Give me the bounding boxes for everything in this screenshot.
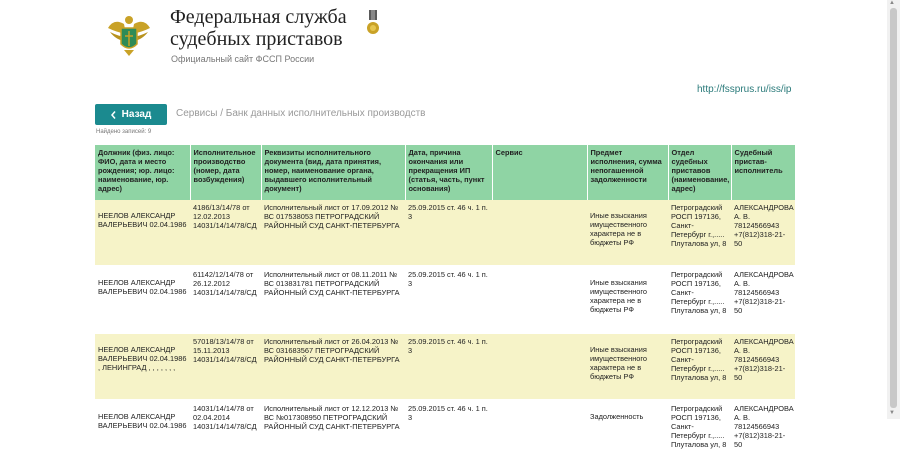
cell-proceeding: 57018/13/14/78 от 15.11.2013 14031/14/14/78/СД bbox=[190, 333, 261, 400]
records-found-count: Найдено записей: 9 bbox=[96, 129, 152, 135]
cell-service bbox=[492, 200, 587, 266]
col-header-subject: Предмет исполнения, сумма непогашенной задолженности bbox=[587, 145, 668, 200]
cell-department: Петроградский РОСП 197136, Санкт-Петербург г.,..... Плуталова ул, 8 bbox=[668, 200, 731, 266]
cell-department: Петроградский РОСП 197136, Санкт-Петербург г.,..... Плуталова ул, 8 bbox=[668, 400, 731, 467]
scroll-down-arrow-icon[interactable]: ▼ bbox=[889, 410, 895, 416]
page-title bbox=[170, 6, 370, 50]
cell-document: Исполнительный лист от 08.11.2011 № ВС 013831781 ПЕТРОГРАДСКИЙ РАЙОННЫЙ СУД САНКТ-ПЕТЕРБУРГА bbox=[261, 266, 405, 333]
table-row bbox=[95, 333, 795, 400]
cell-end-reason: 25.09.2015 ст. 46 ч. 1 п. 3 bbox=[405, 200, 492, 266]
table-header-row bbox=[95, 145, 795, 200]
service-url-link[interactable]: http://fssprus.ru/iss/ip bbox=[697, 84, 792, 95]
breadcrumb-services[interactable]: Сервисы bbox=[176, 108, 218, 119]
site-subtitle: Официальный сайт ФССП России bbox=[171, 54, 315, 64]
scroll-up-arrow-icon[interactable]: ▲ bbox=[889, 0, 895, 6]
cell-subject: Задолженность bbox=[587, 400, 668, 467]
table-row bbox=[95, 266, 795, 333]
cell-bailiff: АЛЕКСАНДРОВА А. В. 78124566943 +7(812)318-21-50 bbox=[731, 400, 795, 467]
table-row bbox=[95, 200, 795, 266]
chevron-left-icon bbox=[111, 111, 116, 119]
col-header-bailiff: Судебный пристав-исполнитель bbox=[731, 145, 795, 200]
breadcrumb bbox=[176, 108, 425, 119]
cell-service bbox=[492, 400, 587, 467]
cell-end-reason: 25.09.2015 ст. 46 ч. 1 п. 3 bbox=[405, 333, 492, 400]
cell-service bbox=[492, 333, 587, 400]
cell-debtor: НЕЕЛОВ АЛЕКСАНДР ВАЛЕРЬЕВИЧ 02.04.1986 , ЛЕНИНГРАД , , , , , , , bbox=[95, 333, 190, 400]
cell-end-reason: 25.09.2015 ст. 46 ч. 1 п. 3 bbox=[405, 400, 492, 467]
cell-document: Исполнительный лист от 17.09.2012 № ВС 017538053 ПЕТРОГРАДСКИЙ РАЙОННЫЙ СУД САНКТ-ПЕТЕРБУРГА bbox=[261, 200, 405, 266]
scrollbar-thumb[interactable] bbox=[890, 8, 897, 408]
col-header-document: Реквизиты исполнительного документа (вид, дата принятия, номер, наименование органа, выдавшего исполнительный документ) bbox=[261, 145, 405, 200]
cell-subject: Иные взыскания имущественного характера не в бюджеты РФ bbox=[587, 333, 668, 400]
cell-document: Исполнительный лист от 26.04.2013 № ВС 031683567 ПЕТРОГРАДСКИЙ РАЙОННЫЙ СУД САНКТ-ПЕТЕРБУРГА bbox=[261, 333, 405, 400]
medal-icon bbox=[366, 10, 380, 38]
table-row bbox=[95, 400, 795, 467]
cell-subject: Иные взыскания имущественного характера не в бюджеты РФ bbox=[587, 266, 668, 333]
cell-proceeding: 14031/14/14/78 от 02.04.2014 14031/14/14/78/СД bbox=[190, 400, 261, 467]
back-button[interactable] bbox=[95, 104, 167, 125]
col-header-service: Сервис bbox=[492, 145, 587, 200]
cell-proceeding: 61142/12/14/78 от 26.12.2012 14031/14/14/78/СД bbox=[190, 266, 261, 333]
cell-debtor: НЕЕЛОВ АЛЕКСАНДР ВАЛЕРЬЕВИЧ 02.04.1986 bbox=[95, 266, 190, 333]
emblem-icon bbox=[104, 10, 154, 60]
col-header-debtor: Должник (физ. лицо: ФИО, дата и место рождения; юр. лицо: наименование, юр. адрес) bbox=[95, 145, 190, 200]
cell-document: Исполнительный лист от 12.12.2013 № ВС №017308950 ПЕТРОГРАДСКИЙ РАЙОННЫЙ СУД САНКТ-ПЕТЕРБУРГА bbox=[261, 400, 405, 467]
cell-department: Петроградский РОСП 197136, Санкт-Петербург г.,..... Плуталова ул, 8 bbox=[668, 266, 731, 333]
cell-proceeding: 4186/13/14/78 от 12.02.2013 14031/14/14/78/СД bbox=[190, 200, 261, 266]
title-line-2: судебных приставов bbox=[170, 28, 343, 50]
cell-department: Петроградский РОСП 197136, Санкт-Петербург г.,..... Плуталова ул, 8 bbox=[668, 333, 731, 400]
cell-service bbox=[492, 266, 587, 333]
cell-debtor: НЕЕЛОВ АЛЕКСАНДР ВАЛЕРЬЕВИЧ 02.04.1986 bbox=[95, 200, 190, 266]
cell-debtor: НЕЕЛОВ АЛЕКСАНДР ВАЛЕРЬЕВИЧ 02.04.1986 bbox=[95, 400, 190, 467]
col-header-department: Отдел судебных приставов (наименование, адрес) bbox=[668, 145, 731, 200]
cell-subject: Иные взыскания имущественного характера не в бюджеты РФ bbox=[587, 200, 668, 266]
results-table bbox=[95, 145, 796, 468]
cell-bailiff: АЛЕКСАНДРОВА А. В. 78124566943 +7(812)318-21-50 bbox=[731, 200, 795, 266]
breadcrumb-separator: / bbox=[220, 108, 223, 119]
col-header-end-reason: Дата, причина окончания или прекращения ИП (статья, часть, пункт основания) bbox=[405, 145, 492, 200]
breadcrumb-current: Банк данных исполнительных производств bbox=[225, 108, 426, 119]
back-button-label: Назад bbox=[121, 109, 152, 120]
cell-bailiff: АЛЕКСАНДРОВА А. В. 78124566943 +7(812)318-21-50 bbox=[731, 333, 795, 400]
cell-bailiff: АЛЕКСАНДРОВА А. В. 78124566943 +7(812)318-21-50 bbox=[731, 266, 795, 333]
cell-end-reason: 25.09.2015 ст. 46 ч. 1 п. 3 bbox=[405, 266, 492, 333]
title-line-1: Федеральная служба bbox=[170, 6, 347, 28]
col-header-proceeding: Исполнительное производство (номер, дата возбуждения) bbox=[190, 145, 261, 200]
